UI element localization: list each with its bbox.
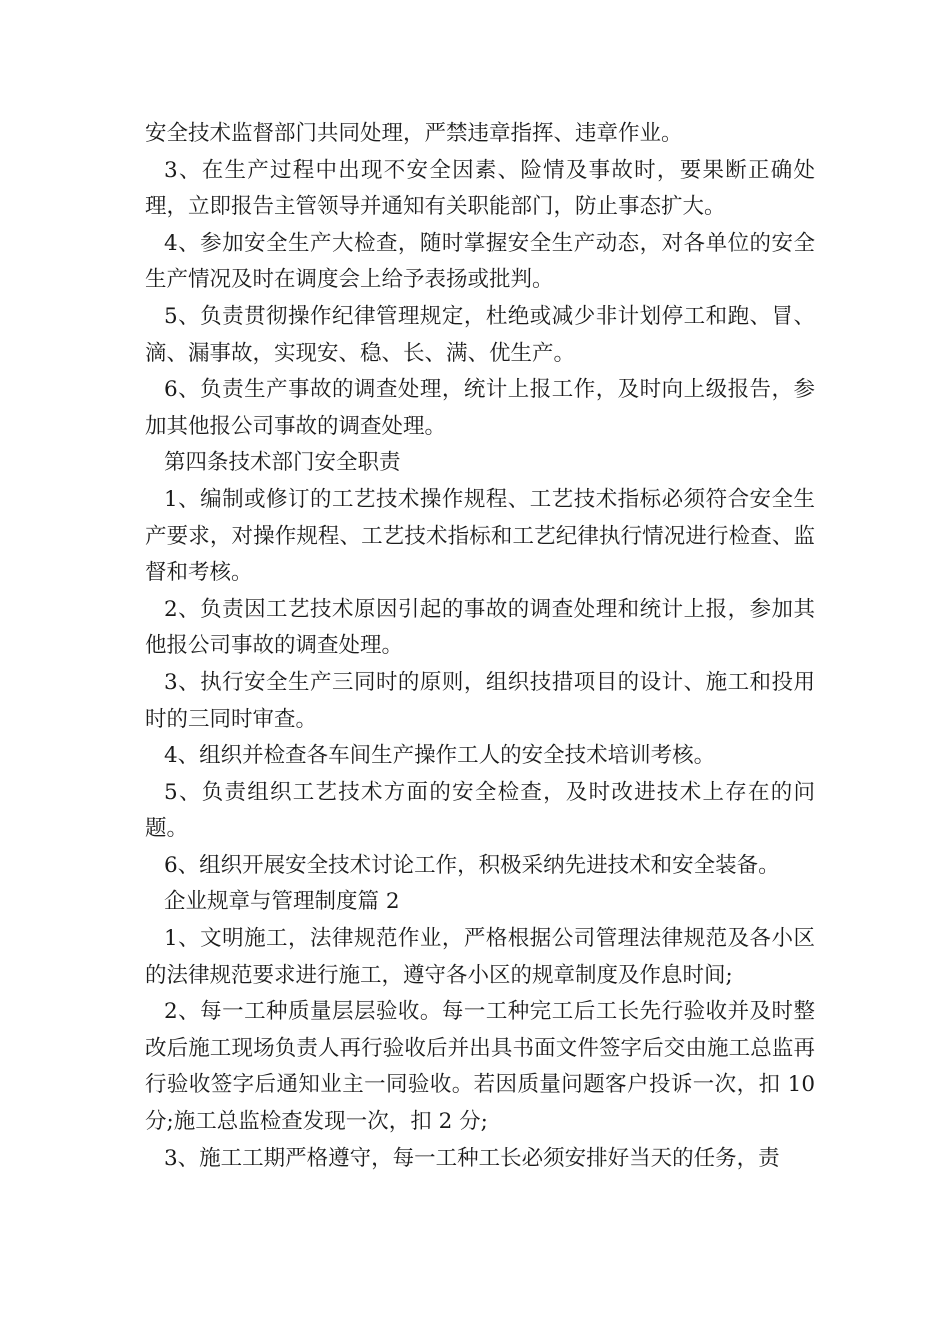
paragraph: 安全技术监督部门共同处理，严禁违章指挥、违章作业。 [145,121,683,146]
list-item: 6、负责生产事故的调查处理，统计上报工作，及时向上级报告，参加其他报公司事故的调查处理。 [145,377,815,439]
list-item: 5、负责组织工艺技术方面的安全检查，及时改进技术上存在的问题。 [145,779,815,842]
list-item: 5、负责贯彻操作纪律管理规定，杜绝或减少非计划停工和跑、冒、滴、漏事故，实现安、稳、长、满、优生产。 [145,303,815,366]
list-item: 4、参加安全生产大检查，随时掌握安全生产动态，对各单位的安全生产情况及时在调度会上给予表扬或批判。 [145,230,815,293]
list-item: 4、组织并检查各车间生产操作工人的安全技术培训考核。 [164,743,716,769]
list-item: 3、施工工期严格遵守，每一工种工长必须安排好当天的任务，责 [164,1145,780,1171]
section-heading: 企业规章与管理制度篇 2 [164,889,400,915]
section-heading: 第四条技术部门安全职责 [164,450,401,476]
document-body [145,116,815,1177]
list-item: 3、执行安全生产三同时的原则，组织技措项目的设计、施工和投用时的三同时审查。 [145,669,815,732]
list-item: 2、负责因工艺技术原因引起的事故的调查处理和统计上报，参加其他报公司事故的调查处理。 [145,596,815,659]
list-item: 6、组织开展安全技术讨论工作，积极采纳先进技术和安全装备。 [164,852,780,878]
list-item: 1、文明施工，法律规范作业，严格根据公司管理法律规范及各小区的法律规范要求进行施工，遵守各小区的规章制度及作息时间; [145,926,815,988]
list-item: 3、在生产过程中出现不安全因素、险情及事故时，要果断正确处理，立即报告主管领导并通知有关职能部门，防止事态扩大。 [145,157,815,220]
list-item: 2、每一工种质量层层验收。每一工种完工后工长先行验收并及时整改后施工现场负责人再行验收后并出具书面文件签字后交由施工总监再行验收签字后通知业主一同验收。若因质量问题客户投诉一次，扣 10 分;施工总监检查发现一次，扣 2 分; [145,999,815,1135]
list-item: 1、编制或修订的工艺技术操作规程、工艺技术指标必须符合安全生产要求，对操作规程、工艺技术指标和工艺纪律执行情况进行检查、监督和考核。 [145,486,815,586]
